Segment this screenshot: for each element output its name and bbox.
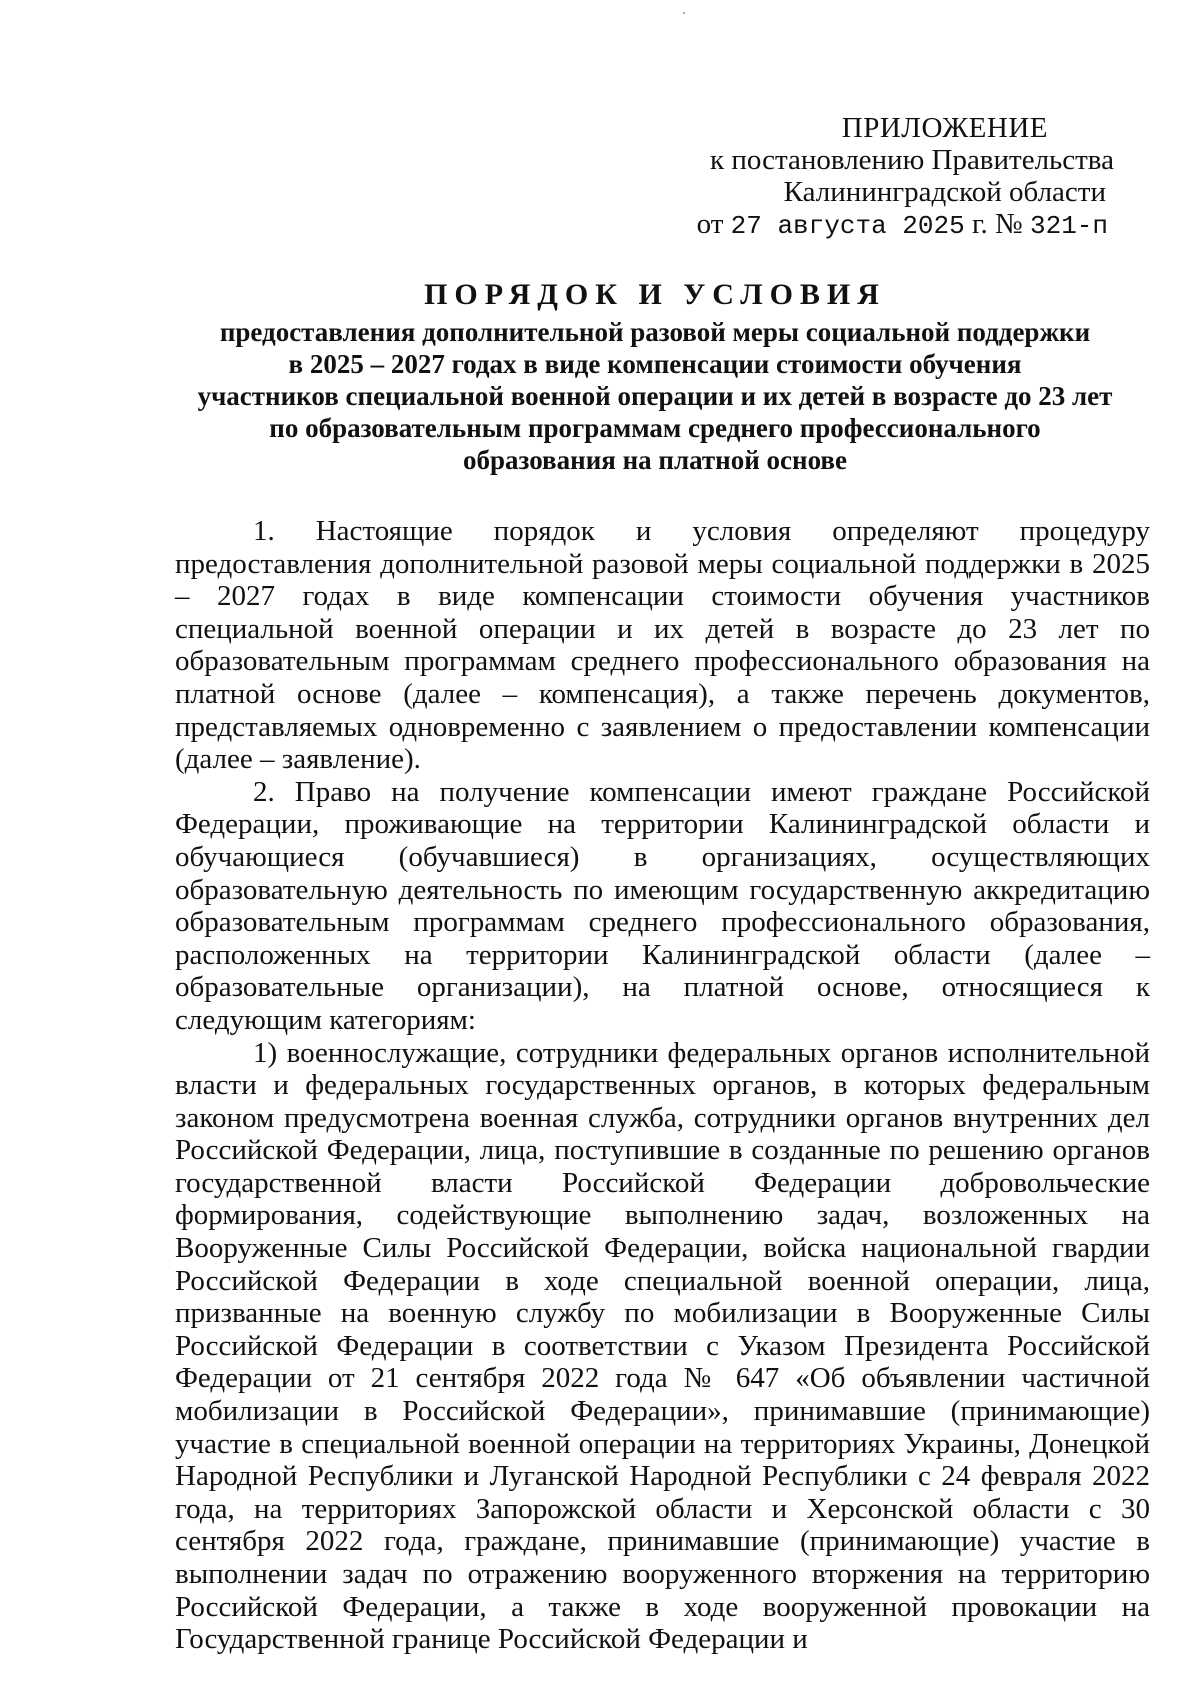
appendix-number: 321-п [1029, 211, 1108, 241]
document-title: ПОРЯДОК И УСЛОВИЯ [424, 278, 886, 311]
document-subtitle-line: в 2025 – 2027 годах в виде компенсации стоимости обучения [288, 349, 1022, 379]
appendix-date-line [594, 208, 1114, 242]
appendix-date-prefix: от [696, 208, 724, 240]
document-subtitle-line: по образовательным программам среднего профессионального [269, 413, 1041, 443]
paragraph-2: 2. Право на получение компенсации имеют граждане Российской Федерации, проживающие на территории Калининградской области и обучающиеся (обучавшиеся) в организациях, осуществляющих образовательную деятельность по имеющим государственную аккредитацию образовательным программам среднего профессионального образования, расположенных на территории Калининградской области (далее – образовательные организации), на платной основе, относящиеся к следующим категориям: [175, 775, 1150, 1036]
appendix-block [594, 112, 1114, 242]
paragraph-2-item-1: 1) военнослужащие, сотрудники федеральных органов исполнительной власти и федеральных государственных органов, в которых федеральным законом предусмотрена военная служба, сотрудники органов внутренних дел Российской Федерации, лица, поступившие в созданные по решению органов государственной власти Российской Федерации добровольческие формирования, содействующие выполнению задач, возложенных на Вооруженные Силы Российской Федерации, войска национальной гвардии Российской Федерации в ходе специальной военной операции, лица, призванные на военную службу по мобилизации в Вооруженные Силы Российской Федерации в соответствии с Указом Президента Российской Федерации от 21 сентября 2022 года № 647 «Об объявлении частичной мобилизации в Российской Федерации», принимавшие (принимающие) участие в специальной военной операции на территориях Украины, Донецкой Народной Республики и Луганской Народной Республики с 24 февраля 2022 года, на территориях Запорожской области и Херсонской области с 30 сентября 2022 года, граждане, принимавшие (принимающие) участие в выполнении задач по отражению вооруженного вторжения на территорию Российской Федерации, а также в ходе вооруженной провокации на Государственной границе Российской Федерации и [175, 1036, 1150, 1656]
scan-speck [683, 12, 685, 14]
document-heading [175, 276, 1135, 476]
appendix-year-suffix: г. № [971, 208, 1023, 240]
document-subtitle-line: образования на платной основе [463, 445, 847, 475]
appendix-title: ПРИЛОЖЕНИЕ [841, 112, 1048, 144]
document-body [175, 515, 1150, 1656]
appendix-line-resolution: к постановлению Правительства [710, 144, 1114, 176]
appendix-date-value: 27 августа 2025 [730, 211, 965, 241]
document-subtitle-line: участников специальной военной операции и их детей в возрасте до 23 лет [197, 381, 1113, 411]
document-subtitle-line: предоставления дополнительной разовой меры социальной поддержки [219, 317, 1091, 347]
appendix-line-region: Калининградской области [783, 176, 1106, 208]
paragraph-1: 1. Настоящие порядок и условия определяют процедуру предоставления дополнительной разовой меры социальной поддержки в 2025 – 2027 годах в виде компенсации стоимости обучения участников специальной военной операции и их детей в возрасте до 23 лет по образовательным программам среднего профессионального образования на платной основе (далее – компенсация), а также перечень документов, представляемых одновременно с заявлением о предоставлении компенсации (далее – заявление). [175, 515, 1150, 776]
